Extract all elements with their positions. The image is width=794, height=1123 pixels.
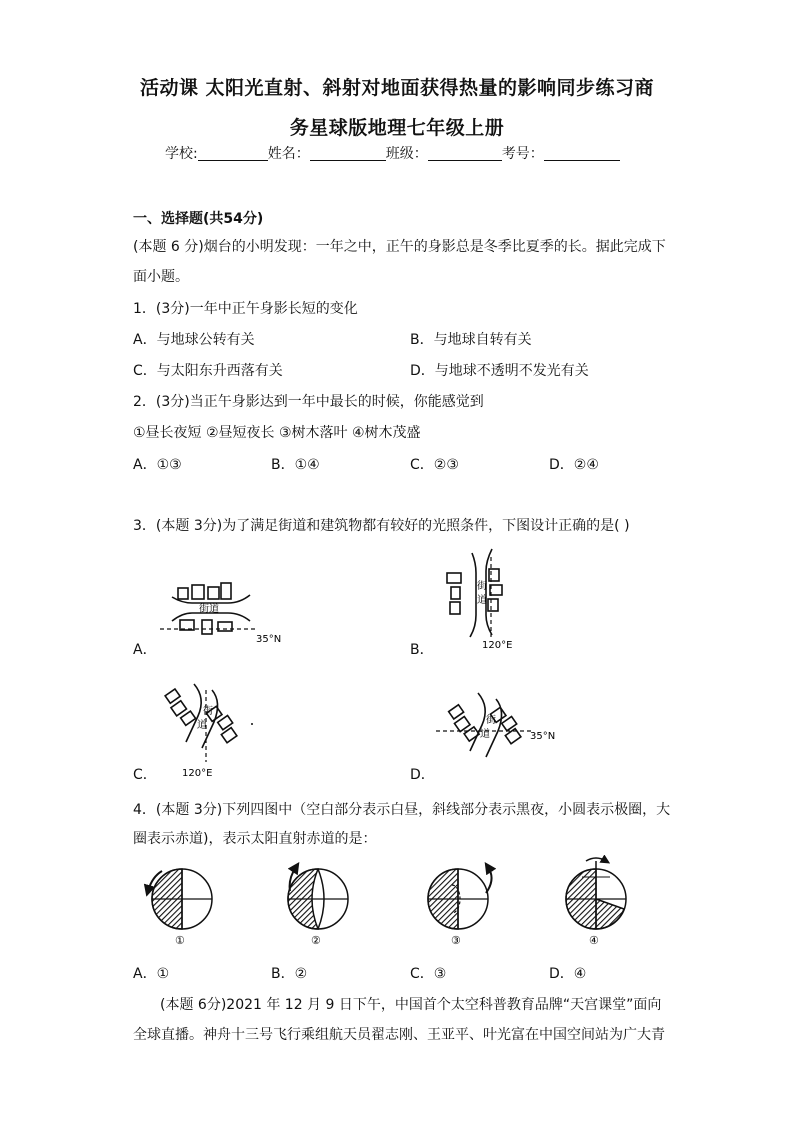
building [192, 585, 204, 599]
q3-figure-d [430, 683, 560, 773]
street-label-part1: 街 [203, 706, 213, 717]
number-blank[interactable] [544, 146, 620, 161]
street-label-part2: 道 [197, 720, 207, 731]
q3-stem: 3．(本题 3分)为了满足街道和建筑物都有较好的光照条件，下图设计正确的是( ) [133, 518, 630, 534]
q4-option-a[interactable]: A．① [133, 966, 170, 982]
section-heading: 一、选择题(共54分) [133, 211, 264, 227]
passage1-line2: 面小题。 [133, 269, 189, 285]
q2-option-c[interactable]: C．②③ [410, 457, 459, 473]
latitude-label: 35°N [256, 634, 282, 645]
dot [251, 723, 253, 725]
building [488, 599, 498, 611]
building [449, 705, 464, 719]
q4-figure-1 [148, 869, 212, 947]
q2-option-b[interactable]: B．①④ [271, 457, 320, 473]
q1-option-a[interactable]: A．与地球公转有关 [133, 332, 255, 348]
passage2-line2: 全球直播。神舟十三号飞行乘组航天员翟志刚、王亚平、叶光富在中国空间站为广大青 [133, 1027, 665, 1043]
building [202, 620, 212, 634]
street-label-part1: 街 [486, 715, 496, 726]
street-edge-left [470, 553, 476, 637]
name-label: 姓名： [267, 146, 310, 162]
figure-number: ② [311, 934, 321, 947]
street-label-part2: 道 [480, 729, 490, 740]
street-label-part2: 道 [477, 595, 487, 606]
q2-choices: ①昼长夜短 ②昼短夜长 ③树木落叶 ④树木茂盛 [133, 425, 421, 441]
q4-stem-line1: 4．(本题 3分)下列四图中（空白部分表示白昼，斜线部分表示黑夜，小圆表示极圈，大 [133, 802, 671, 818]
class-blank[interactable] [428, 146, 502, 161]
building [447, 573, 461, 583]
longitude-label: 120°E [482, 640, 513, 651]
student-info-line [165, 143, 620, 163]
school-label: 学校: [165, 146, 198, 162]
q4-figure-3 [428, 867, 492, 947]
doc-title-line2: 务星球版地理七年级上册 [289, 117, 505, 139]
building [218, 622, 232, 631]
doc-title-line1: 活动课 太阳光直射、斜射对地面获得热量的影响同步练习商 [139, 77, 655, 99]
passage2-line1: (本题 6分)2021 年 12 月 9 日下午，中国首个太空科普教育品牌“天宫课堂”面向 [160, 997, 662, 1013]
number-label: 考号： [501, 146, 544, 162]
q1-option-d[interactable]: D．与地球不透明不发光有关 [410, 363, 589, 379]
building [171, 701, 187, 716]
street-label: 街道 [199, 604, 219, 615]
q2-stem: 2．(3分)当正午身影达到一年中最长的时候，你能感觉到 [133, 394, 484, 410]
q3-option-a[interactable]: A． [133, 642, 157, 658]
school-blank[interactable] [198, 146, 268, 161]
q2-option-a[interactable]: A．①③ [133, 457, 182, 473]
building [464, 727, 479, 741]
building [451, 587, 460, 599]
building [181, 711, 196, 725]
street-label-part1: 街 [477, 581, 487, 592]
q4-option-c[interactable]: C．③ [410, 966, 447, 982]
figure-number: ④ [589, 934, 599, 947]
building [490, 585, 502, 595]
building [208, 587, 219, 599]
q3-figure-b [440, 545, 540, 653]
building [221, 583, 231, 599]
street-edge-left [470, 693, 485, 751]
building [450, 602, 460, 614]
figure-number: ③ [451, 934, 461, 947]
building [454, 717, 470, 732]
q4-figures [130, 855, 640, 950]
q4-option-d[interactable]: D．④ [549, 966, 587, 982]
passage1-line1: (本题 6 分)烟台的小明发现：一年之中，正午的身影总是冬季比夏季的长。据此完成下 [133, 239, 666, 255]
q4-option-b[interactable]: B．② [271, 966, 308, 982]
q1-option-b[interactable]: B．与地球自转有关 [410, 332, 532, 348]
q4-stem-line2: 圈表示赤道)，表示太阳直射赤道的是： [133, 831, 377, 847]
latitude-label: 35°N [530, 731, 556, 742]
q3-option-c[interactable]: C． [133, 767, 157, 783]
q3-option-b[interactable]: B． [410, 642, 434, 658]
q3-figure-a [158, 575, 298, 650]
building [165, 689, 180, 703]
figure-number: ① [175, 934, 185, 947]
class-label: 班级： [385, 146, 428, 162]
q4-figure-4 [566, 858, 626, 947]
name-blank[interactable] [310, 146, 386, 161]
longitude-label: 120°E [182, 768, 213, 779]
q4-figure-2 [288, 867, 348, 947]
q1-option-c[interactable]: C．与太阳东升西落有关 [133, 363, 283, 379]
q3-figure-c [160, 676, 270, 780]
q2-option-d[interactable]: D．②④ [549, 457, 599, 473]
building [178, 588, 188, 599]
q1-stem: 1．(3分)一年中正午身影长短的变化 [133, 301, 358, 317]
q3-option-d[interactable]: D． [410, 767, 435, 783]
